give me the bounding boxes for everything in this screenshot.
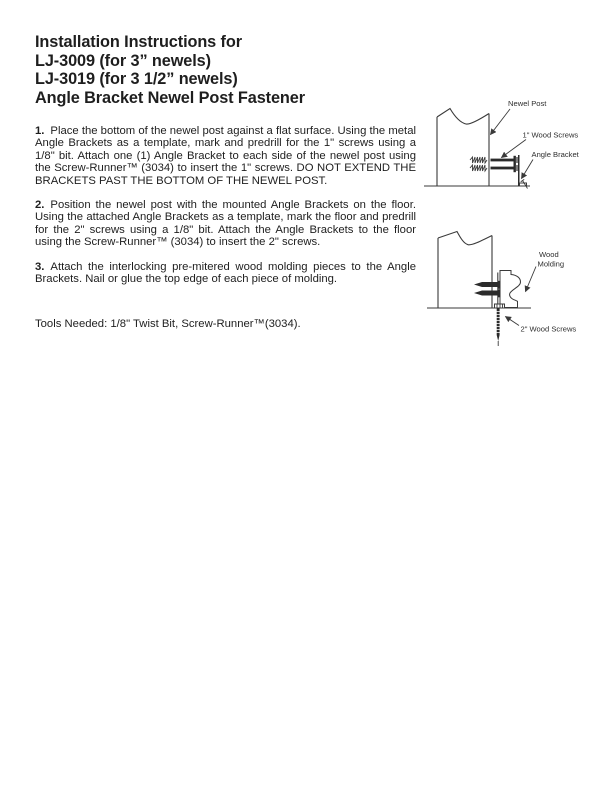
diagram-newel-post-bracket [418,93,612,203]
two-inch-screws-label: 2" Wood Screws [520,324,577,334]
step-1-number: 1. [35,125,45,137]
floor-screws-arrow [506,317,520,326]
title-line-1: Installation Instructions for [35,33,242,51]
angle-bracket-label: Angle Bracket [531,150,579,159]
step-3-text: Attach the interlocking pre-mitered wood molding pieces to the Angle Brackets. Nail or glue the top edge of each piece of molding. [35,260,416,286]
instruction-text-column [35,125,416,331]
diagram-molding-floor-screws [418,228,612,350]
step-2 [35,199,416,249]
newel-post-label: Newel Post [508,99,547,108]
newel-post-arrow [491,109,511,135]
wood-molding-profile [500,271,521,308]
wood-molding-label-line1: Wood [539,250,559,259]
horizontal-wood-screws [474,281,500,298]
angle-bracket-arrow [522,160,534,179]
newel-post-outline [437,109,489,187]
step-2-number: 2. [35,199,45,212]
wood-screws-arrow [502,140,527,158]
wood-molding-label-line2: Molding [537,259,565,269]
tools-needed-line: Tools Needed: 1/8" Twist Bit, Screw-Runner™(3034). [35,318,301,331]
wood-molding-arrow [526,267,537,292]
step-1 [35,125,416,187]
document-title [35,33,305,107]
step-3-number: 3. [35,260,45,273]
one-inch-screws-label: 1" Wood Screws [522,130,579,140]
title-line-4: Angle Bracket Newel Post Fastener [35,88,305,107]
title-line-3: LJ-3019 (for 3 1/2” newels) [35,70,238,89]
step-3 [35,261,416,286]
newel-post-outline [438,232,492,309]
title-line-2: LJ-3009 (for 3” newels) [35,51,211,70]
step-1-text: Place the bottom of the newel post against a flat surface. Using the metal Angle Brackets as a template, mark and predrill for the 1" screws using a 1/8" bit. Attach one (1) Angle Bracket to each side of the newel post using the Screw-Runner™ (3034) to insert the 1" screws. DO NOT EXTEND THE BRACKETS PAST THE BOTTOM OF THE NEWEL POST. [35,125,416,187]
two-inch-wood-screw [495,304,505,346]
step-2-text: Position the newel post with the mounted Angle Brackets on the floor. Using the attached Angle Brackets as a template, mark the floor and predrill for the 2" screws using a 1/8" bit. Attach the Angle Brackets to the floor using the Screw-Runner™ (3034) to insert the 2" screws. [35,199,416,249]
one-inch-wood-screws [470,156,518,172]
